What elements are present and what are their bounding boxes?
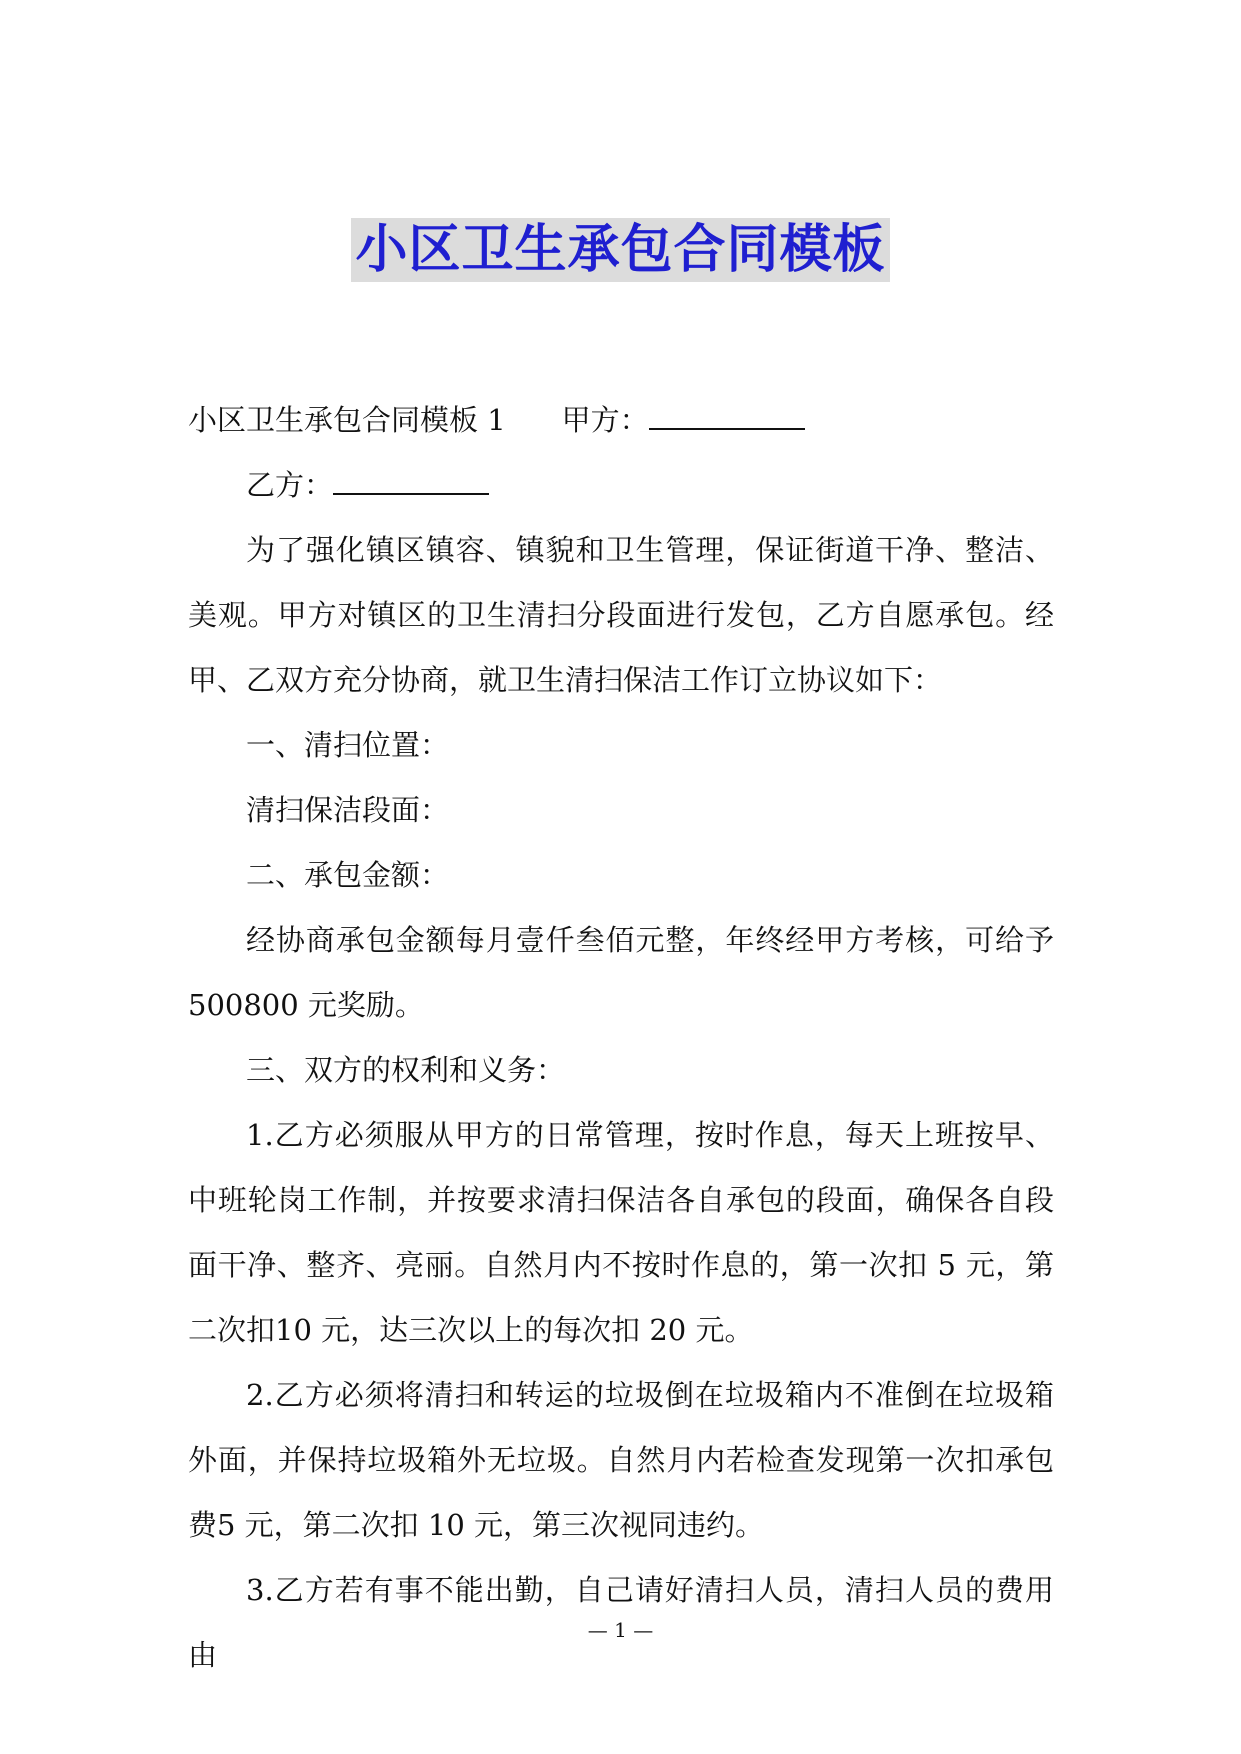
clause-3: 3.乙方若有事不能出勤，自己请好清扫人员，清扫人员的费用由 <box>188 1573 1054 1672</box>
paragraph-intro: 为了强化镇区镇容、镇貌和卫生管理，保证街道干净、整洁、美观。甲方对镇区的卫生清扫分段面进行发包，乙方自愿承包。经甲、乙双方充分协商，就卫生清扫保洁工作订立协议如下： <box>188 533 1054 697</box>
party-b-blank <box>333 471 489 495</box>
party-a-label: 甲方： <box>561 403 649 437</box>
title-container <box>0 218 1241 282</box>
section-1-heading: 一、清扫位置： <box>246 728 450 762</box>
document-body <box>188 388 1054 1688</box>
clause-1: 1.乙方必须服从甲方的日常管理，按时作息，每天上班按早、中班轮岗工作制，并按要求清扫保洁各自承包的段面，确保各自段面干净、整齐、亮丽。自然月内不按时作息的，第一次扣 5 元，第二次扣10 元，达三次以上的每次扣 20 元。 <box>188 1118 1054 1347</box>
party-b-label: 乙方： <box>246 468 334 502</box>
section-3-heading: 三、双方的权利和义务： <box>246 1053 566 1087</box>
header-line <box>188 388 1054 453</box>
section-1-content: 清扫保洁段面： <box>246 793 450 827</box>
page-number: — 1 — <box>587 1618 654 1642</box>
contract-heading: 小区卫生承包合同模板 1 <box>188 403 506 437</box>
party-a-blank <box>649 406 805 430</box>
section-2-content: 经协商承包金额每月壹仟叁佰元整，年终经甲方考核，可给予500800 元奖励。 <box>188 923 1054 1022</box>
clause-2: 2.乙方必须将清扫和转运的垃圾倒在垃圾箱内不准倒在垃圾箱外面，并保持垃圾箱外无垃圾。自然月内若检查发现第一次扣承包费5 元，第二次扣 10 元，第三次视同违约。 <box>188 1378 1054 1542</box>
party-b-line <box>188 453 1054 518</box>
section-2-heading: 二、承包金额： <box>246 858 450 892</box>
document-title: 小区卫生承包合同模板 <box>351 218 889 282</box>
